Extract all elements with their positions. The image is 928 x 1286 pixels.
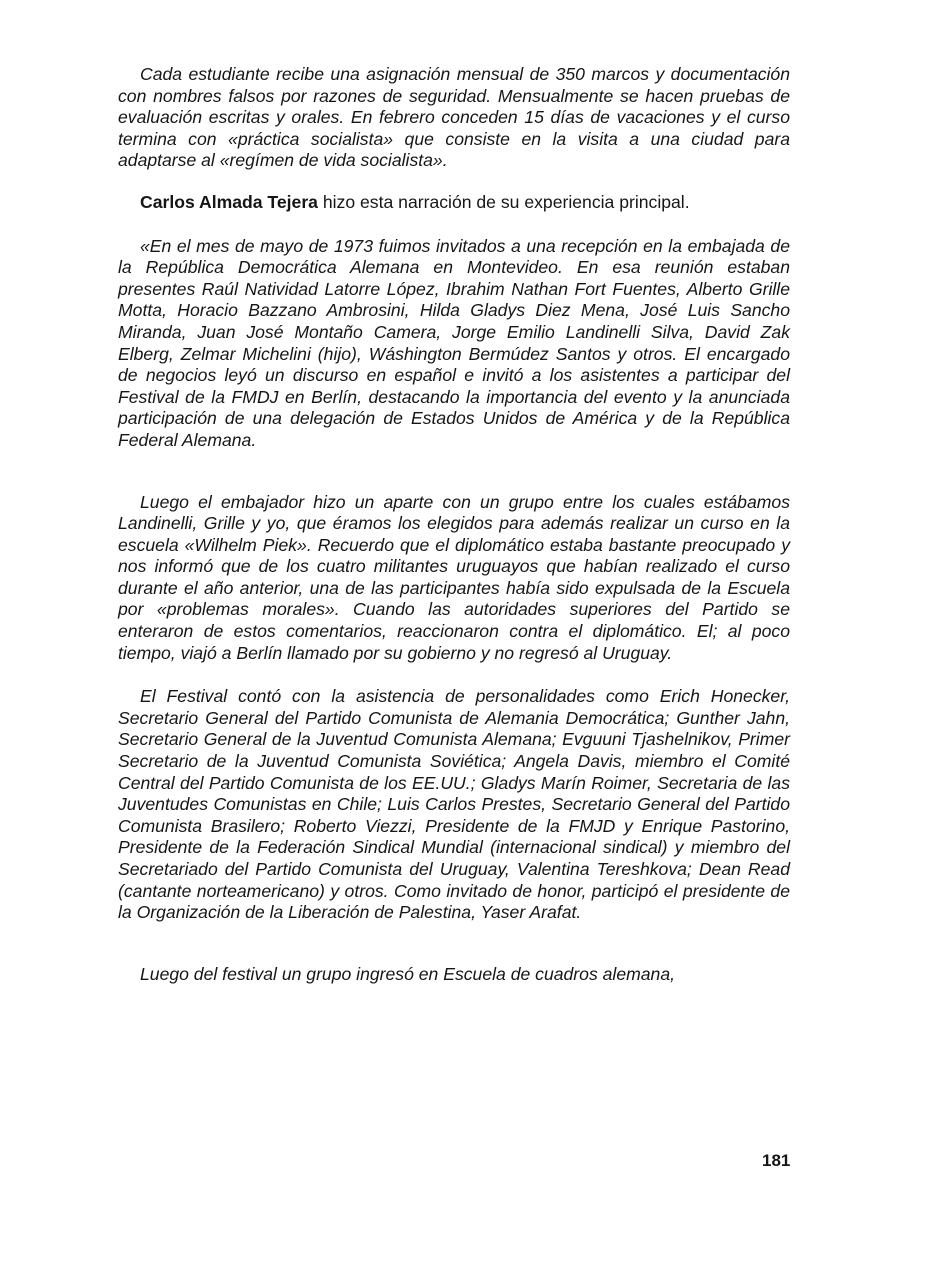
page-number: 181: [762, 1151, 791, 1170]
paragraph-ambassador: Luego el embajador hizo un aparte con un grupo entre los cuales estábamos Landinelli, Grille y yo, que éramos los elegidos para además realizar un curso en la escuela «Wilhelm Piek». Recuerdo que el diplomático estaba bastante preocupado y nos informó que de los cuatro militantes uruguayos que habían realizado el curso durante el año anterior, una de las participantes había sido expulsada de la Escuela por «problemas morales». Cuando las autoridades superiores del Partido se enteraron de estos comentarios, reaccionaron contra el diplomático. El; al poco tiempo, viajó a Berlín llamado por su gobierno y no regresó al Uruguay.: [118, 491, 790, 663]
narrator-name: Carlos Almada Tejera: [140, 191, 318, 212]
paragraph-after-festival: Luego del festival un grupo ingresó en Escuela de cuadros alemana,: [140, 963, 676, 984]
narration-intro-text: hizo esta narración de su experiencia principal.: [317, 191, 690, 212]
paragraph-embassy-reception: «En el mes de mayo de 1973 fuimos invitados a una recepción en la embajada de la República Democrática Alemana en Montevideo. En esa reunión estaban presentes Raúl Natividad Latorre López, Ibrahim Nathan Fort Fuentes, Alberto Grille Motta, Horacio Bazzano Ambrosini, Hilda Gladys Diez Mena, José Luis Sancho Miranda, Juan José Montaño Camera, Jorge Emilio Landinelli Silva, David Zak Elberg, Zelmar Michelini (hijo), Wáshington Bermúdez Santos y otros. El encargado de negocios leyó un discurso en español e invitó a los asistentes a participar del Festival de la FMDJ en Berlín, destacando la importancia del evento y la anunciada participación de una delegación de Estados Unidos de América y de la República Federal Alemana.: [118, 235, 790, 450]
paragraph-narration-intro: [118, 192, 790, 214]
paragraph-stipend: Cada estudiante recibe una asignación mensual de 350 marcos y documentación con nombres falsos por razones de seguridad. Mensualmente se hacen pruebas de evaluación escritas y orales. En febrero conceden 15 días de vacaciones y el curso termina con «práctica socialista» que consiste en la visita a una ciudad para adaptarse al «regímen de vida socialista».: [118, 64, 790, 171]
page-body: [118, 64, 790, 985]
paragraph-festival: El Festival contó con la asistencia de personalidades como Erich Honecker, Secretario General del Partido Comunista de Alemania Democrática; Gunther Jahn, Secretario General de la Juventud Comunista Alemana; Evguuni Tjashelnikov, Primer Secretario de la Juventud Comunista Soviética; Angela Davis, miembro el Comité Central del Partido Comunista de los EE.UU.; Gladys Marín Roimer, Secretaria de las Juventudes Comunistas en Chile; Luis Carlos Prestes, Secretario General del Partido Comunista Brasilero; Roberto Viezzi, Presidente de la FMJD y Enrique Pastorino, Presidente de la Federación Sindical Mundial (internacional sindical) y miembro del Secretariado del Partido Comunista del Uruguay, Valentina Tereshkova; Dean Read (cantante norteamericano) y otros. Como invitado de honor, participó el presidente de la Organización de la Liberación de Palestina, Yaser Arafat.: [118, 686, 790, 923]
